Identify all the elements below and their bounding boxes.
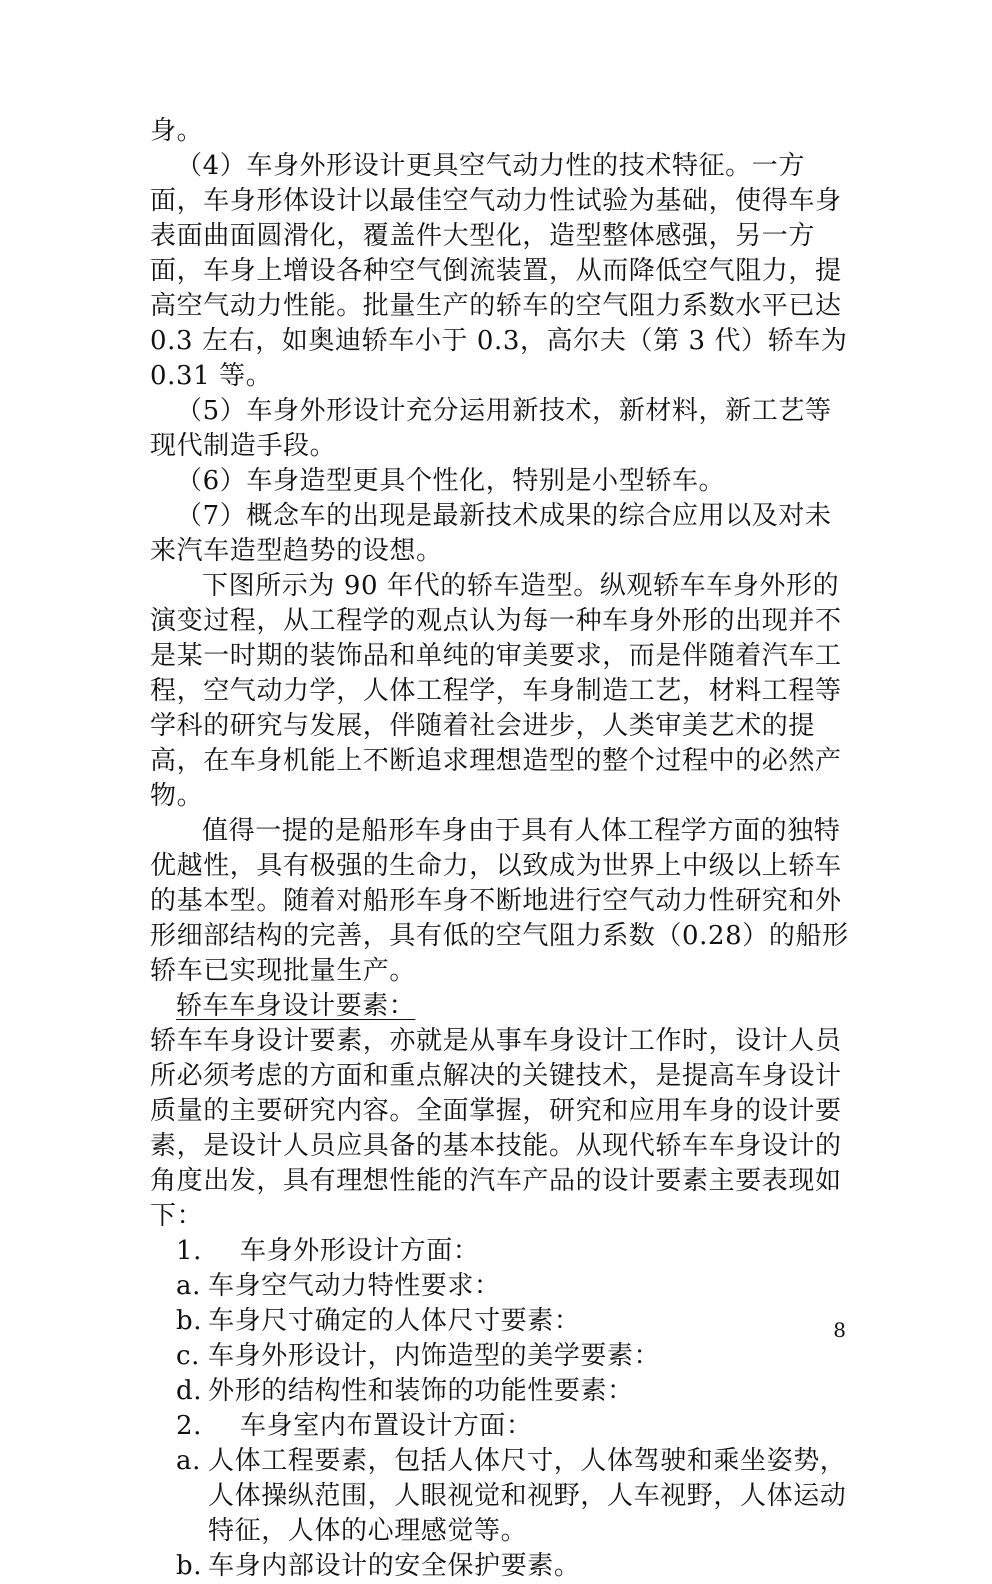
section-2-number: 2. <box>176 1411 203 1441</box>
paragraph-90s-sedan: 下图所示为 90 年代的轿车造型。纵观轿车车身外形的演变过程，从工程学的观点认为每一种车身外形的出现并不是某一时期的装饰品和单纯的审美要求，而是伴随着汽车工程，空气动力学，人体工程学，车身制造工艺，材料工程等学科的研究与发展，伴随着社会进步，人类审美艺术的提高，在车身机能上不断追求理想造型的整个过程中的必然产物。 <box>150 571 842 811</box>
section-2-heading <box>176 1409 850 1444</box>
list-item <box>176 1339 850 1374</box>
list-text: 人体工程要素，包括人体尺寸，人体驾驶和乘坐姿势，人体操纵范围，人眼视觉和视野，人车视野，人体运动特征，人体的心理感觉等。 <box>208 1446 847 1546</box>
list-text: 车身外形设计，内饰造型的美学要素： <box>208 1341 661 1371</box>
paragraph-item-5: （5）车身外形设计充分运用新技术，新材料，新工艺等现代制造手段。 <box>150 396 832 461</box>
list-item <box>176 1549 850 1584</box>
list-marker: c. <box>176 1341 201 1371</box>
paragraph-item-7: （7）概念车的出现是最新技术成果的综合应用以及对未来汽车造型趋势的设想。 <box>150 501 832 566</box>
list-marker: d. <box>176 1376 203 1406</box>
page-number: 8 <box>833 1318 846 1342</box>
list-marker: b. <box>176 1551 203 1581</box>
paragraph-continuation: 身。 <box>150 116 204 146</box>
list-item <box>176 1269 850 1304</box>
subheading-design-elements: 轿车车身设计要素： <box>176 991 416 1021</box>
section-1-title: 车身外形设计方面： <box>240 1236 480 1266</box>
list-marker: b. <box>176 1306 203 1336</box>
paragraph-design-elements-intro: 轿车车身设计要素，亦就是从事车身设计工作时，设计人员所必须考虑的方面和重点解决的关键技术，是提高车身设计质量的主要研究内容。全面掌握，研究和应用车身的设计要素，是设计人员应具备的基本技能。从现代轿车车身设计的角度出发，具有理想性能的汽车产品的设计要素主要表现如下： <box>150 1026 842 1231</box>
list-marker: a. <box>176 1446 201 1476</box>
list-item <box>176 1374 850 1409</box>
section-1-number: 1. <box>176 1236 203 1266</box>
list-text: 车身空气动力特性要求： <box>208 1271 501 1301</box>
list-marker: a. <box>176 1271 201 1301</box>
section-1-heading <box>176 1234 850 1269</box>
paragraph-item-6: （6）车身造型更具个性化，特别是小型轿车。 <box>176 466 726 496</box>
section-2-title: 车身室内布置设计方面： <box>240 1411 533 1441</box>
list-text: 车身内部设计的安全保护要素。 <box>208 1551 581 1581</box>
paragraph-boat-body: 值得一提的是船形车身由于具有人体工程学方面的独特优越性，具有极强的生命力，以致成为世界上中级以上轿车的基本型。随着对船形车身不断地进行空气动力性研究和外形细部结构的完善，具有低的空气阻力系数（0.28）的船形轿车已实现批量生产。 <box>150 816 849 986</box>
list-item <box>176 1444 850 1549</box>
document-body <box>150 114 850 1584</box>
list-text: 外形的结构性和装饰的功能性要素： <box>208 1376 634 1406</box>
list-text: 车身尺寸确定的人体尺寸要素： <box>208 1306 581 1336</box>
paragraph-item-4: （4）车身外形设计更具空气动力性的技术特征。一方面，车身形体设计以最佳空气动力性试验为基础，使得车身表面曲面圆滑化，覆盖件大型化，造型整体感强，另一方面，车身上增设各种空气倒流装置，从而降低空气阻力，提高空气动力性能。批量生产的轿车的空气阻力系数水平已达 0.3 左右，如奥迪轿车小于 0.3，高尔夫（第 3 代）轿车为 0.31 等。 <box>150 151 848 391</box>
list-item <box>176 1304 850 1339</box>
